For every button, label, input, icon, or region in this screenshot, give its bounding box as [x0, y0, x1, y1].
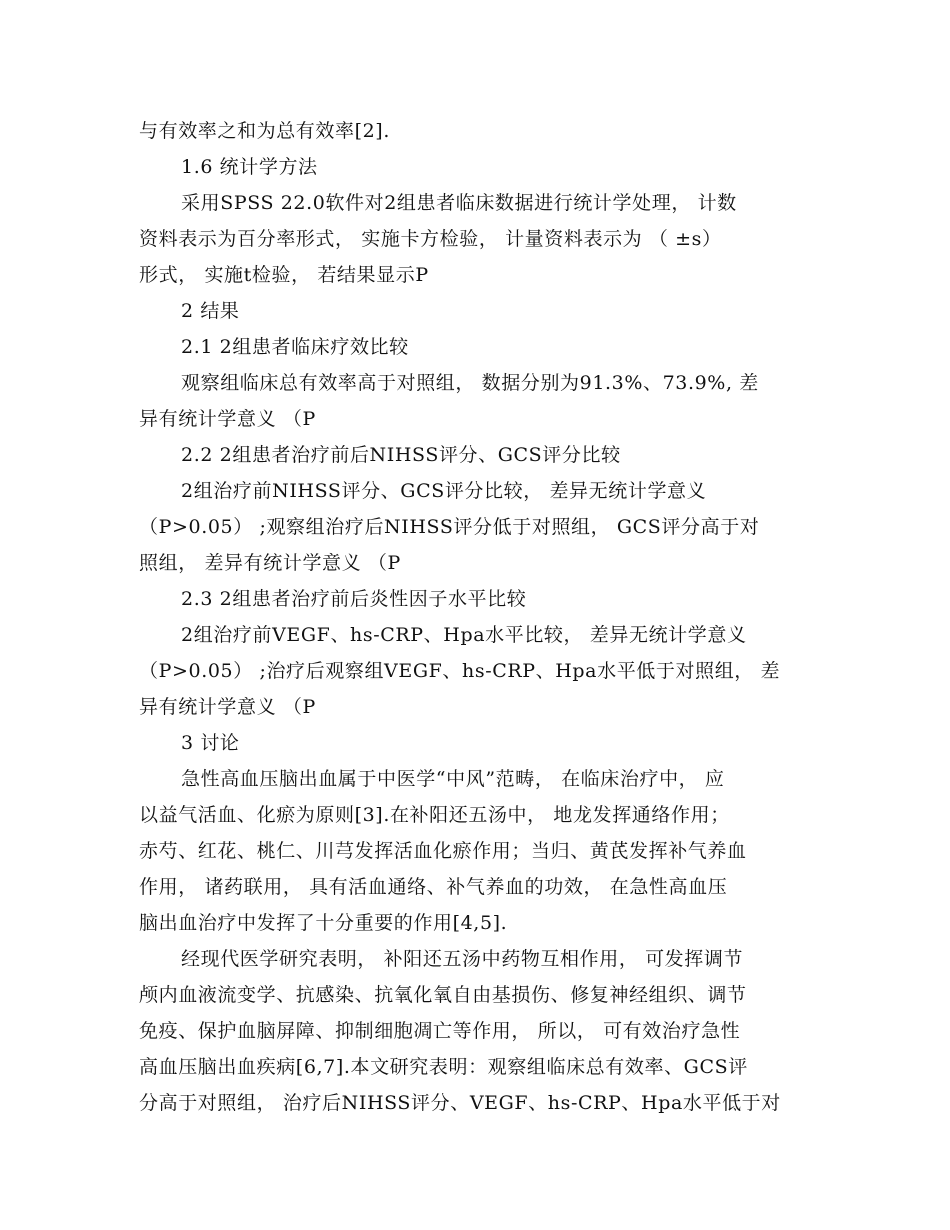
text-line: 作用， 诸药联用， 具有活血通络、补气养血的功效， 在急性高血压 — [139, 876, 728, 898]
text-line: 免疫、保护血脑屏障、抑制细胞凋亡等作用， 所以， 可有效治疗急性 — [139, 1020, 741, 1042]
section-heading-3: 3 讨论 — [181, 732, 240, 754]
text-line: 异有统计学意义 （P — [139, 696, 316, 718]
section-heading-2-1: 2.1 2组患者临床疗效比较 — [181, 336, 409, 358]
text-line: 高血压脑出血疾病[6,7].本文研究表明：观察组临床总有效率、GCS评 — [139, 1056, 748, 1078]
section-heading-1-6: 1.6 统计学方法 — [181, 156, 318, 178]
section-heading-2: 2 结果 — [181, 300, 240, 322]
text-line: 形式， 实施t检验， 若结果显示P — [139, 264, 429, 286]
text-line: 照组， 差异有统计学意义 （P — [139, 552, 401, 574]
text-line: 观察组临床总有效率高于对照组， 数据分别为91.3%、73.9%, 差 — [181, 372, 759, 394]
text-line: 急性高血压脑出血属于中医学“中风”范畴， 在临床治疗中， 应 — [181, 768, 725, 790]
section-heading-2-3: 2.3 2组患者治疗前后炎性因子水平比较 — [181, 588, 527, 610]
section-heading-2-2: 2.2 2组患者治疗前后NIHSS评分、GCS评分比较 — [181, 444, 621, 466]
text-line: 以益气活血、化瘀为原则[3].在补阳还五汤中， 地龙发挥通络作用； — [139, 804, 730, 826]
text-line: 2组治疗前NIHSS评分、GCS评分比较， 差异无统计学意义 — [181, 480, 707, 502]
text-line: 经现代医学研究表明， 补阳还五汤中药物互相作用， 可发挥调节 — [181, 948, 744, 970]
text-line: 颅内血液流变学、抗感染、抗氧化氧自由基损伤、修复神经组织、调节 — [139, 984, 747, 1006]
text-line: （P>0.05） ;观察组治疗后NIHSS评分低于对照组， GCS评分高于对 — [139, 516, 760, 538]
text-line: 2组治疗前VEGF、hs-CRP、Hpa水平比较， 差异无统计学意义 — [181, 624, 747, 646]
text-line: 脑出血治疗中发挥了十分重要的作用[4,5]. — [139, 912, 508, 934]
document-body — [139, 113, 813, 1121]
text-line: （P>0.05） ;治疗后观察组VEGF、hs-CRP、Hpa水平低于对照组， 差 — [139, 660, 781, 682]
text-line: 分高于对照组， 治疗后NIHSS评分、VEGF、hs-CRP、Hpa水平低于对 — [139, 1092, 781, 1114]
text-line: 资料表示为百分率形式， 实施卡方检验， 计量资料表示为 （ ±s） — [139, 228, 722, 250]
text-line: 异有统计学意义 （P — [139, 408, 316, 430]
text-line: 采用SPSS 22.0软件对2组患者临床数据进行统计学处理， 计数 — [181, 192, 737, 214]
text-line: 与有效率之和为总有效率[2]. — [139, 120, 390, 142]
text-line: 赤芍、红花、桃仁、川芎发挥活血化瘀作用；当归、黄芪发挥补气养血 — [139, 840, 747, 862]
